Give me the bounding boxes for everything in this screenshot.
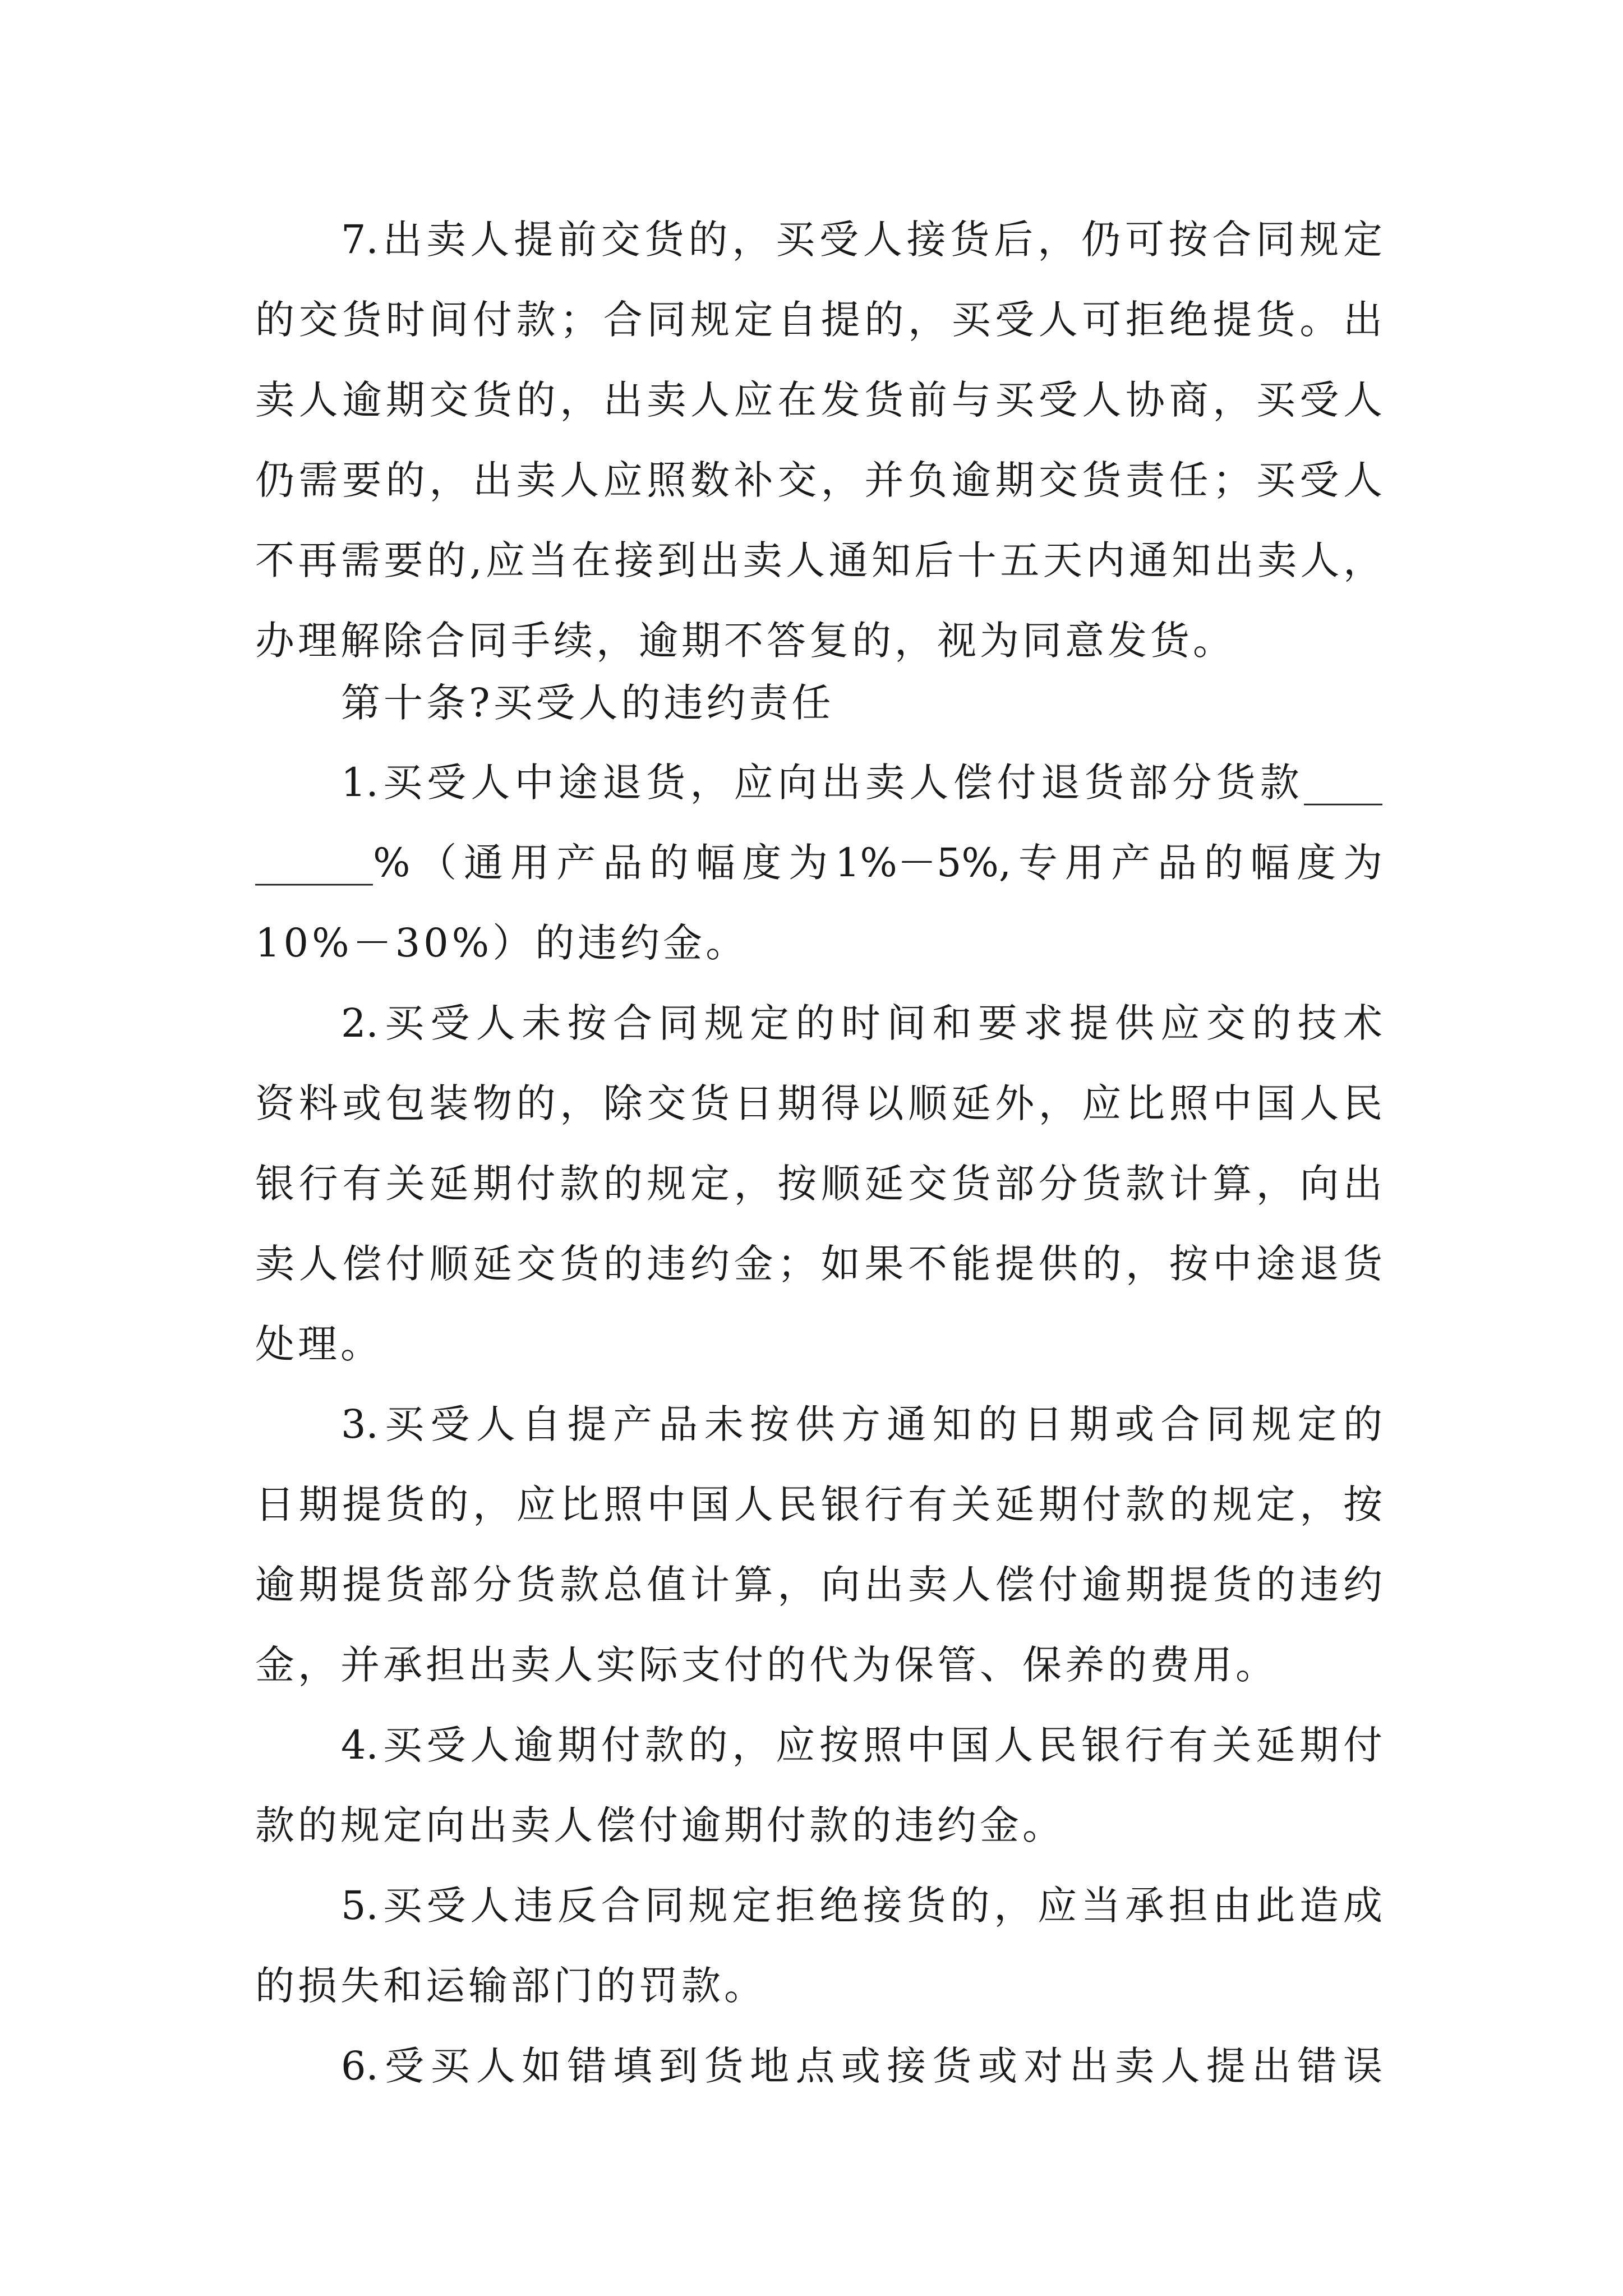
paragraph-line: 资料或包装物的，除交货日期得以顺延外，应比照中国人民 xyxy=(255,1080,1382,1126)
paragraph-line: 款的规定向出卖人偿付逾期付款的违约金。 xyxy=(255,1802,1065,1848)
paragraph-line: 日期提货的，应比照中国人民银行有关延期付款的规定，按 xyxy=(255,1481,1382,1527)
paragraph-line: 7.出卖人提前交货的，买受人接货后，仍可按合同规定 xyxy=(341,217,1382,263)
paragraph-line: 6.受买人如错填到货地点或接货或对出卖人提出错误 xyxy=(341,2043,1382,2089)
paragraph-line: 银行有关延期付款的规定，按顺延交货部分货款计算，向出 xyxy=(255,1161,1382,1207)
paragraph-line: 办理解除合同手续，逾期不答复的，视为同意发货。 xyxy=(255,618,1235,664)
paragraph-line: 逾期提货部分货款总值计算，向出卖人偿付逾期提货的违约 xyxy=(255,1562,1382,1608)
paragraph-line: 4.买受人逾期付款的，应按照中国人民银行有关延期付 xyxy=(341,1722,1382,1768)
paragraph-line: 5.买受人违反合同规定拒绝接货的，应当承担由此造成 xyxy=(341,1883,1382,1929)
paragraph-line: 1.买受人中途退货，应向出卖人偿付退货部分货款____ xyxy=(341,760,1382,806)
paragraph-line: 卖人逾期交货的，出卖人应在发货前与买受人协商，买受人 xyxy=(255,377,1382,423)
paragraph-line: 不再需要的,应当在接到出卖人通知后十五天内通知出卖人， xyxy=(255,537,1382,583)
paragraph-line: 2.买受人未按合同规定的时间和要求提供应交的技术 xyxy=(341,1000,1382,1046)
paragraph-line: 卖人偿付顺延交货的违约金；如果不能提供的，按中途退货 xyxy=(255,1241,1382,1287)
paragraph-line: 处理。 xyxy=(255,1321,383,1367)
section-heading: 第十条?买受人的违约责任 xyxy=(341,680,834,726)
paragraph-line: ______%（通用产品的幅度为1%－5%,专用产品的幅度为 xyxy=(255,840,1382,886)
paragraph-line: 3.买受人自提产品未按供方通知的日期或合同规定的 xyxy=(341,1401,1382,1447)
paragraph-line: 金，并承担出卖人实际支付的代为保管、保养的费用。 xyxy=(255,1642,1278,1688)
paragraph-line: 的交货时间付款；合同规定自提的，买受人可拒绝提货。出 xyxy=(255,297,1382,343)
paragraph-line: 仍需要的，出卖人应照数补交，并负逾期交货责任；买受人 xyxy=(255,457,1382,503)
paragraph-line: 的损失和运输部门的罚款。 xyxy=(255,1963,767,2009)
paragraph-line: 10%－30%）的违约金。 xyxy=(255,920,749,966)
